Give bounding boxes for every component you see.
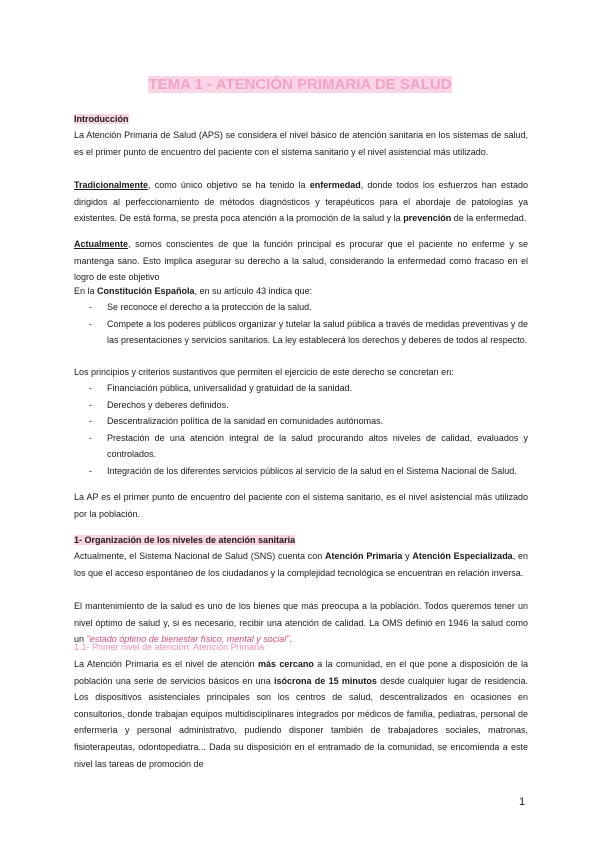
oms-quote: "estado óptimo de bienestar físico, mental y social" bbox=[86, 634, 290, 645]
atencion-primaria-term: Atención Primaria bbox=[325, 551, 403, 561]
title-text: TEMA 1 - ATENCIÓN PRIMARIA DE SALUD bbox=[148, 76, 452, 93]
p2-text-c: , donde todos los esfuerzos han estado dirigidos al perfeccionamiento de métodos diagnósticos y terapéuticos para el abordaje de patologías ya existentes. De está forma, se presta poca atención a la promoción de la salud y la bbox=[74, 180, 528, 224]
intro-heading-text: Introducción bbox=[74, 114, 129, 124]
section1-paragraph-1 bbox=[74, 548, 528, 581]
list-item: - Derechos y deberes definidos. bbox=[74, 397, 528, 414]
p4-text-a: En la bbox=[74, 286, 98, 296]
page-title bbox=[0, 76, 600, 93]
subsection-1-1-heading: 1.1- Primer nivel de atención: Atención Primaria bbox=[74, 642, 265, 652]
list-item: - Financiación pública, universalidad y gratuidad de la sanidad. bbox=[74, 380, 528, 397]
list-item: - Compete a los poderes públicos organizar y tutelar la salud pública a través de medidas preventivas y de las presentaciones y servicios sanitarios. La ley establecerá los derechos y deberes de todos al respecto. bbox=[74, 316, 528, 349]
list-item: - Se reconoce el derecho a la protección de la salud. bbox=[74, 299, 528, 316]
s1p1-text-c: y bbox=[402, 551, 413, 561]
actualmente-term: Actualmente bbox=[74, 239, 129, 249]
list-item: - Integración de los diferentes servicios públicos al servicio de la salud en el Sistema Nacional de Salud. bbox=[74, 463, 528, 480]
constitucion-term: Constitución Española bbox=[97, 286, 195, 296]
tradicionalmente-term: Tradicionalmente bbox=[74, 180, 149, 190]
s1p1-text-a: Actualmente, el Sistema Nacional de Salud (SNS) cuenta con bbox=[74, 551, 326, 561]
page-number: 1 bbox=[519, 796, 526, 808]
p2-text-e: de la enfermedad. bbox=[451, 213, 527, 224]
intro-heading bbox=[74, 111, 129, 128]
prevencion-term: prevención bbox=[403, 213, 452, 224]
s1p2-text-a: El mantenimiento de la salud es uno de los bienes que más preocupa a la población. Todos queremos tener un nivel óptimo de salud y, si es necesario, recibir una atención de calidad. La OMS definió en 1946 la salud como un bbox=[74, 601, 528, 645]
intro-paragraph-3 bbox=[74, 236, 528, 286]
p3-text: , somos conscientes de que la función principal es procurar que el paciente no enferme y se mantenga sano. Esto implica asegurar su derecho a la salud, considerando la enfermedad como fracaso en el logro de este objetivo bbox=[74, 239, 528, 283]
list-item: - Prestación de una atención integral de la salud procurando altos niveles de calidad, evaluados y controlados. bbox=[74, 430, 528, 463]
intro-paragraph-6: La AP es el primer punto de encuentro del paciente con el sistema sanitario, es el nivel asistencial más utilizado por la población. bbox=[74, 492, 528, 519]
section1-heading-text: 1- Organización de los niveles de atención sanitaria bbox=[74, 535, 296, 545]
intro-paragraph-5: Los principios y criterios sustantivos que permiten el ejercicio de este derecho se concretan en: bbox=[74, 367, 454, 377]
p2-text-a: , como único objetivo se ha tenido la bbox=[148, 180, 310, 190]
constitution-list bbox=[74, 299, 528, 349]
s1p3-text-a: La Atención Primaria es el nivel de atención bbox=[74, 659, 258, 669]
atencion-especializada-term: Atención Especializada bbox=[412, 551, 513, 561]
principles-list bbox=[74, 380, 528, 480]
intro-paragraph-1: La Atención Primaria de Salud (APS) se considera el nivel básico de atención sanitaria en los sistemas de salud, es el primer punto de encuentro del paciente con el sistema sanitario y el nivel asistencial más utilizado. bbox=[74, 130, 528, 157]
mas-cercano-term: más cercano bbox=[257, 659, 314, 669]
s1p3-text-e: desde cualquier lugar de residencia. Los dispositivos asistenciales principales son los centros de salud, descentralizados en ocasiones en consultorios, donde trabajan equipos multidisciplinares integrados por médicos de familia, pediatras, personal de enfermería y personal administrativo, pudiendo disponer también de trabajadores sociales, matronas, fisioterapeutas, odontopediatra... Dada su disposición en el entramado de la comunidad, se encomienda a este nivel las tareas de promoción de bbox=[74, 675, 528, 769]
section1-heading bbox=[74, 532, 295, 549]
section1-paragraph-3 bbox=[74, 656, 528, 772]
s1p3-text-c: a la comunidad, en el que pone a disposición de la población una serie de servicios básicos en una bbox=[74, 659, 528, 686]
intro-paragraph-4 bbox=[74, 283, 528, 300]
p4-text-c: , en su artículo 43 indica que: bbox=[194, 286, 313, 296]
intro-paragraph-2 bbox=[74, 177, 528, 227]
isocrona-term: isócrona de 15 minutos bbox=[274, 675, 377, 686]
list-item: - Descentralización política de la sanidad en comunidades autónomas. bbox=[74, 413, 528, 430]
s1p2-end: . bbox=[289, 634, 293, 645]
s1p1-text-e: , en los que el acceso espontáneo de los ciudadanos y la complejidad tecnológica se encuentran en relación inversa. bbox=[74, 551, 528, 578]
enfermedad-term: enfermedad bbox=[309, 180, 361, 190]
